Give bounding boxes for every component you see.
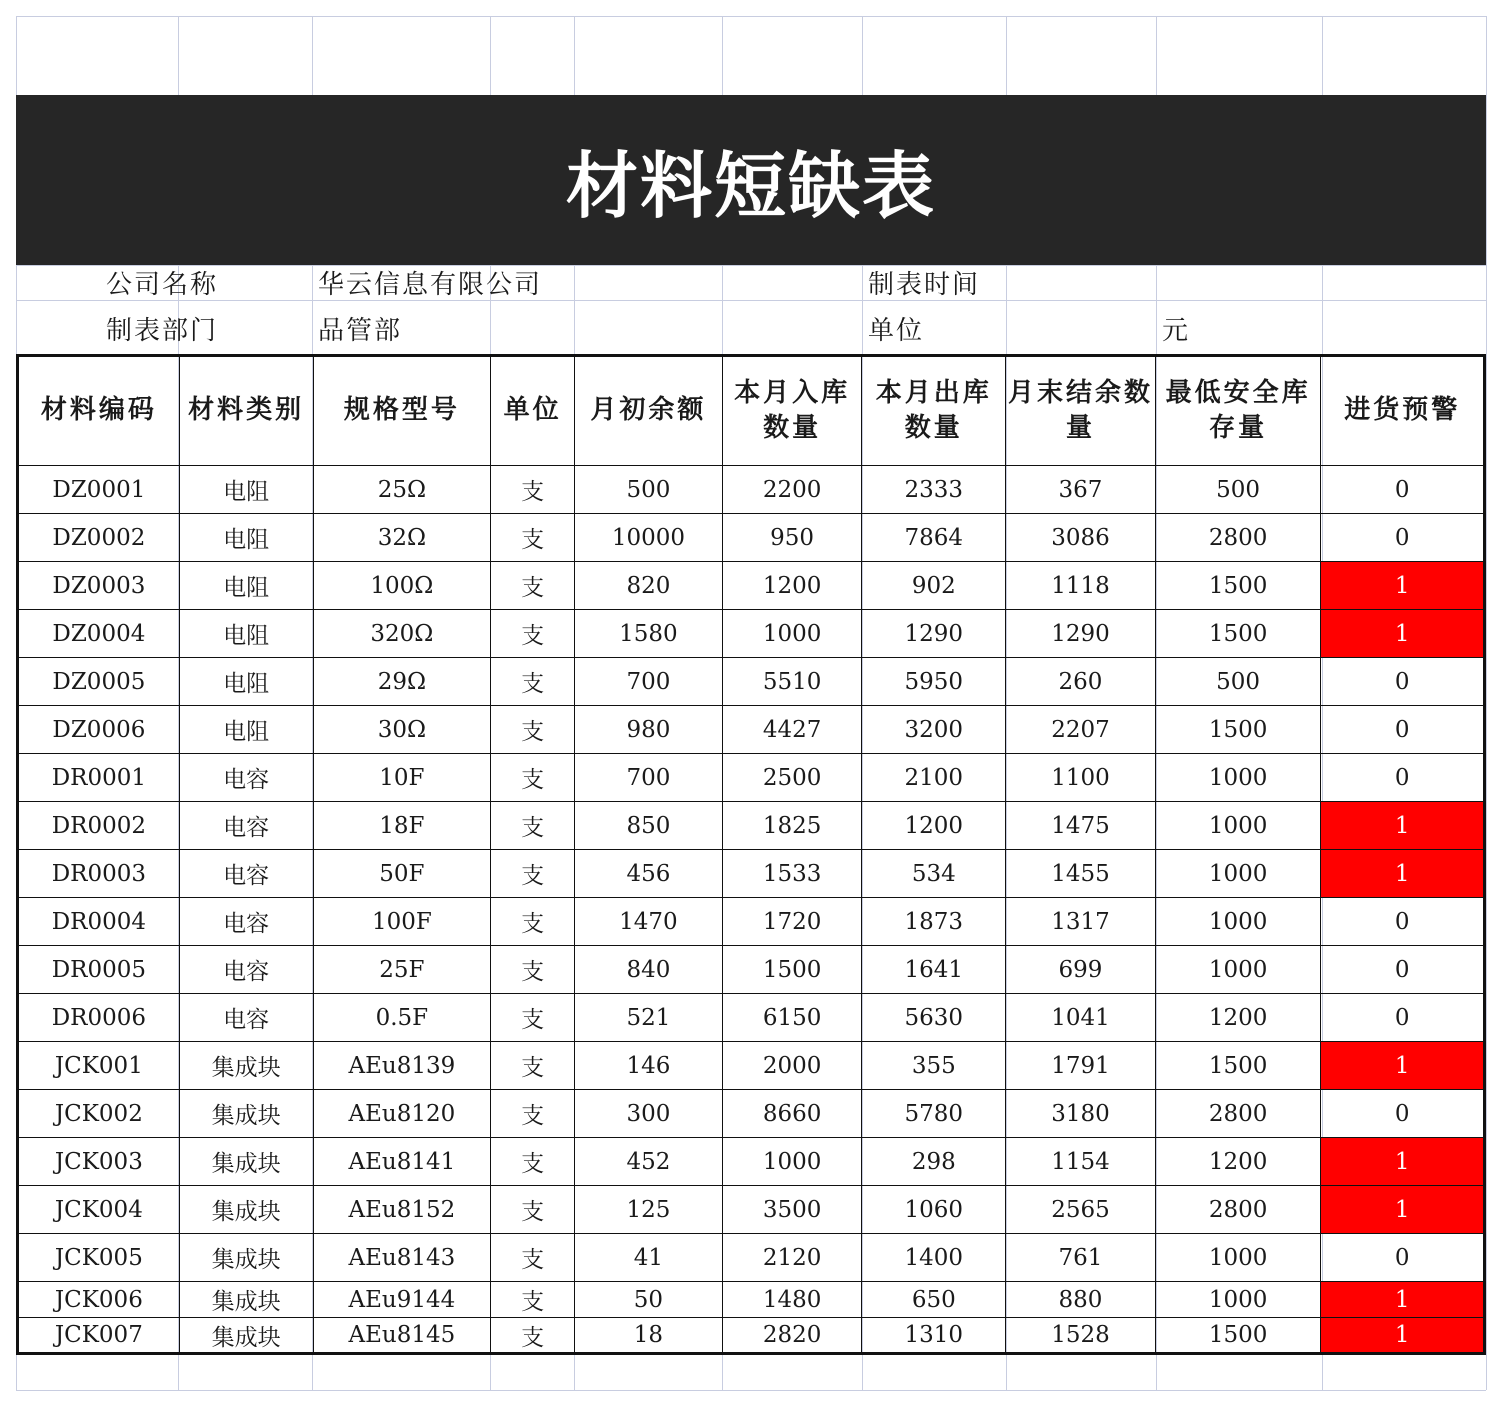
cell-inbound-qty[interactable]: 2500 bbox=[722, 754, 862, 802]
cell-min-safety-stock[interactable]: 1000 bbox=[1155, 1282, 1321, 1318]
cell-opening-balance[interactable]: 50 bbox=[575, 1282, 723, 1318]
sheet-title: 材料短缺表 bbox=[565, 144, 936, 228]
table-row bbox=[18, 994, 1485, 1042]
cell-unit[interactable]: 支 bbox=[491, 562, 575, 610]
cell-unit[interactable]: 支 bbox=[491, 1186, 575, 1234]
cell-material-category[interactable]: 电阻 bbox=[179, 466, 313, 514]
report-time-label[interactable]: 制表时间 bbox=[868, 270, 981, 300]
cell-spec-model[interactable]: 320Ω bbox=[313, 610, 491, 658]
cell-closing-qty[interactable]: 880 bbox=[1006, 1282, 1156, 1318]
cell-outbound-qty[interactable]: 902 bbox=[862, 562, 1006, 610]
cell-purchase-warning[interactable]: 0 bbox=[1321, 946, 1485, 994]
header-purchase-warning[interactable]: 进货预警 bbox=[1321, 356, 1485, 466]
cell-purchase-warning[interactable]: 0 bbox=[1321, 658, 1485, 706]
cell-spec-model[interactable]: AEu8139 bbox=[313, 1042, 491, 1090]
cell-spec-model[interactable]: AEu8145 bbox=[313, 1318, 491, 1354]
cell-spec-model[interactable]: 29Ω bbox=[313, 658, 491, 706]
cell-spec-model[interactable]: 10F bbox=[313, 754, 491, 802]
cell-purchase-warning[interactable]: 0 bbox=[1321, 706, 1485, 754]
cell-spec-model[interactable]: AEu8143 bbox=[313, 1234, 491, 1282]
cell-purchase-warning[interactable]: 1 bbox=[1321, 1282, 1485, 1318]
cell-purchase-warning[interactable]: 0 bbox=[1321, 1090, 1485, 1138]
cell-material-code[interactable]: DR0003 bbox=[18, 850, 180, 898]
header-material-code[interactable]: 材料编码 bbox=[18, 356, 180, 466]
table-row bbox=[18, 1318, 1485, 1354]
cell-unit[interactable]: 支 bbox=[491, 946, 575, 994]
cell-spec-model[interactable]: AEu8141 bbox=[313, 1138, 491, 1186]
cell-outbound-qty[interactable]: 355 bbox=[862, 1042, 1006, 1090]
table-row bbox=[18, 802, 1485, 850]
cell-unit[interactable]: 支 bbox=[491, 514, 575, 562]
header-inbound-qty[interactable]: 本月入库数量 bbox=[722, 356, 862, 466]
cell-inbound-qty[interactable]: 950 bbox=[722, 514, 862, 562]
cell-closing-qty[interactable]: 761 bbox=[1006, 1234, 1156, 1282]
cell-material-code[interactable]: DZ0001 bbox=[18, 466, 180, 514]
cell-inbound-qty[interactable]: 6150 bbox=[722, 994, 862, 1042]
table-row bbox=[18, 706, 1485, 754]
cell-opening-balance[interactable]: 456 bbox=[575, 850, 723, 898]
cell-opening-balance[interactable]: 18 bbox=[575, 1318, 723, 1354]
cell-outbound-qty[interactable]: 298 bbox=[862, 1138, 1006, 1186]
table-row bbox=[18, 850, 1485, 898]
cell-min-safety-stock[interactable]: 1200 bbox=[1155, 1138, 1321, 1186]
cell-material-category[interactable]: 电容 bbox=[179, 898, 313, 946]
cell-material-code[interactable]: DR0005 bbox=[18, 946, 180, 994]
cell-min-safety-stock[interactable]: 1500 bbox=[1155, 562, 1321, 610]
cell-unit[interactable]: 支 bbox=[491, 658, 575, 706]
cell-inbound-qty[interactable]: 2200 bbox=[722, 466, 862, 514]
cell-material-code[interactable]: DZ0006 bbox=[18, 706, 180, 754]
table-row bbox=[18, 562, 1485, 610]
cell-opening-balance[interactable]: 500 bbox=[575, 466, 723, 514]
cell-purchase-warning[interactable]: 1 bbox=[1321, 1186, 1485, 1234]
cell-material-category[interactable]: 电阻 bbox=[179, 610, 313, 658]
cell-inbound-qty[interactable]: 1200 bbox=[722, 562, 862, 610]
cell-unit[interactable]: 支 bbox=[491, 610, 575, 658]
spreadsheet-sheet bbox=[16, 16, 1486, 1390]
cell-inbound-qty[interactable]: 4427 bbox=[722, 706, 862, 754]
cell-opening-balance[interactable]: 10000 bbox=[575, 514, 723, 562]
cell-material-code[interactable]: JCK004 bbox=[18, 1186, 180, 1234]
cell-spec-model[interactable]: AEu8152 bbox=[313, 1186, 491, 1234]
table-row bbox=[18, 1234, 1485, 1282]
cell-unit[interactable]: 支 bbox=[491, 1318, 575, 1354]
cell-closing-qty[interactable]: 1154 bbox=[1006, 1138, 1156, 1186]
grid-hline bbox=[16, 265, 1486, 266]
cell-material-code[interactable]: DR0001 bbox=[18, 754, 180, 802]
cell-material-code[interactable]: JCK001 bbox=[18, 1042, 180, 1090]
cell-outbound-qty[interactable]: 1290 bbox=[862, 610, 1006, 658]
table-row bbox=[18, 898, 1485, 946]
cell-closing-qty[interactable]: 260 bbox=[1006, 658, 1156, 706]
header-outbound-qty[interactable]: 本月出库数量 bbox=[862, 356, 1006, 466]
header-row bbox=[18, 356, 1485, 466]
header-material-category[interactable]: 材料类别 bbox=[179, 356, 313, 466]
cell-outbound-qty[interactable]: 5780 bbox=[862, 1090, 1006, 1138]
cell-inbound-qty[interactable]: 5510 bbox=[722, 658, 862, 706]
cell-spec-model[interactable]: 0.5F bbox=[313, 994, 491, 1042]
cell-material-category[interactable]: 电容 bbox=[179, 802, 313, 850]
cell-material-code[interactable]: DR0004 bbox=[18, 898, 180, 946]
cell-outbound-qty[interactable]: 1873 bbox=[862, 898, 1006, 946]
cell-spec-model[interactable]: 50F bbox=[313, 850, 491, 898]
cell-min-safety-stock[interactable]: 1500 bbox=[1155, 610, 1321, 658]
cell-spec-model[interactable]: 25Ω bbox=[313, 466, 491, 514]
cell-outbound-qty[interactable]: 1060 bbox=[862, 1186, 1006, 1234]
table-row bbox=[18, 1090, 1485, 1138]
cell-closing-qty[interactable]: 1100 bbox=[1006, 754, 1156, 802]
cell-purchase-warning[interactable]: 1 bbox=[1321, 562, 1485, 610]
cell-purchase-warning[interactable]: 1 bbox=[1321, 1318, 1485, 1354]
cell-material-code[interactable]: DR0006 bbox=[18, 994, 180, 1042]
cell-purchase-warning[interactable]: 0 bbox=[1321, 994, 1485, 1042]
header-unit[interactable]: 单位 bbox=[491, 356, 575, 466]
table-row bbox=[18, 754, 1485, 802]
cell-material-code[interactable]: JCK003 bbox=[18, 1138, 180, 1186]
table-row bbox=[18, 1186, 1485, 1234]
cell-material-category[interactable]: 集成块 bbox=[179, 1234, 313, 1282]
cell-outbound-qty[interactable]: 534 bbox=[862, 850, 1006, 898]
cell-unit[interactable]: 支 bbox=[491, 466, 575, 514]
department-label[interactable]: 制表部门 bbox=[106, 316, 219, 346]
cell-closing-qty[interactable]: 3086 bbox=[1006, 514, 1156, 562]
cell-inbound-qty[interactable]: 1480 bbox=[722, 1282, 862, 1318]
cell-inbound-qty[interactable]: 1000 bbox=[722, 610, 862, 658]
cell-material-code[interactable]: DZ0002 bbox=[18, 514, 180, 562]
table-row bbox=[18, 1138, 1485, 1186]
cell-material-category[interactable]: 电容 bbox=[179, 754, 313, 802]
department-value[interactable]: 品管部 bbox=[318, 316, 403, 346]
cell-material-code[interactable]: DZ0003 bbox=[18, 562, 180, 610]
cell-material-category[interactable]: 集成块 bbox=[179, 1318, 313, 1354]
cell-material-category[interactable]: 集成块 bbox=[179, 1186, 313, 1234]
cell-outbound-qty[interactable]: 7864 bbox=[862, 514, 1006, 562]
cell-outbound-qty[interactable]: 1641 bbox=[862, 946, 1006, 994]
cell-closing-qty[interactable]: 1455 bbox=[1006, 850, 1156, 898]
company-name-value[interactable]: 华云信息有限公司 bbox=[318, 270, 543, 300]
cell-opening-balance[interactable]: 300 bbox=[575, 1090, 723, 1138]
unit-label[interactable]: 单位 bbox=[868, 316, 925, 346]
cell-spec-model[interactable]: AEu8120 bbox=[313, 1090, 491, 1138]
cell-unit[interactable]: 支 bbox=[491, 994, 575, 1042]
cell-unit[interactable]: 支 bbox=[491, 1138, 575, 1186]
cell-outbound-qty[interactable]: 5950 bbox=[862, 658, 1006, 706]
cell-material-category[interactable]: 集成块 bbox=[179, 1282, 313, 1318]
cell-outbound-qty[interactable]: 2100 bbox=[862, 754, 1006, 802]
cell-material-code[interactable]: DZ0005 bbox=[18, 658, 180, 706]
cell-opening-balance[interactable]: 41 bbox=[575, 1234, 723, 1282]
cell-inbound-qty[interactable]: 2000 bbox=[722, 1042, 862, 1090]
cell-outbound-qty[interactable]: 1310 bbox=[862, 1318, 1006, 1354]
cell-inbound-qty[interactable]: 8660 bbox=[722, 1090, 862, 1138]
cell-purchase-warning[interactable]: 0 bbox=[1321, 754, 1485, 802]
cell-spec-model[interactable]: 30Ω bbox=[313, 706, 491, 754]
cell-inbound-qty[interactable]: 2820 bbox=[722, 1318, 862, 1354]
title-banner[interactable] bbox=[16, 95, 1486, 265]
cell-opening-balance[interactable]: 452 bbox=[575, 1138, 723, 1186]
cell-inbound-qty[interactable]: 1500 bbox=[722, 946, 862, 994]
cell-min-safety-stock[interactable]: 2800 bbox=[1155, 1186, 1321, 1234]
cell-inbound-qty[interactable]: 1720 bbox=[722, 898, 862, 946]
cell-purchase-warning[interactable]: 0 bbox=[1321, 514, 1485, 562]
cell-outbound-qty[interactable]: 3200 bbox=[862, 706, 1006, 754]
cell-opening-balance[interactable]: 700 bbox=[575, 658, 723, 706]
cell-closing-qty[interactable]: 1041 bbox=[1006, 994, 1156, 1042]
grid-hline bbox=[16, 1390, 1486, 1391]
cell-purchase-warning[interactable]: 1 bbox=[1321, 802, 1485, 850]
grid-hline bbox=[16, 300, 1486, 301]
table-row bbox=[18, 466, 1485, 514]
cell-unit[interactable]: 支 bbox=[491, 706, 575, 754]
cell-opening-balance[interactable]: 850 bbox=[575, 802, 723, 850]
header-opening-balance[interactable]: 月初余额 bbox=[575, 356, 723, 466]
cell-material-code[interactable]: DZ0004 bbox=[18, 610, 180, 658]
cell-closing-qty[interactable]: 699 bbox=[1006, 946, 1156, 994]
cell-purchase-warning[interactable]: 0 bbox=[1321, 898, 1485, 946]
cell-purchase-warning[interactable]: 0 bbox=[1321, 466, 1485, 514]
cell-spec-model[interactable]: 100Ω bbox=[313, 562, 491, 610]
cell-closing-qty[interactable]: 1118 bbox=[1006, 562, 1156, 610]
cell-unit[interactable]: 支 bbox=[491, 1234, 575, 1282]
cell-material-category[interactable]: 电阻 bbox=[179, 706, 313, 754]
cell-unit[interactable]: 支 bbox=[491, 802, 575, 850]
cell-min-safety-stock[interactable]: 1000 bbox=[1155, 946, 1321, 994]
cell-min-safety-stock[interactable]: 1000 bbox=[1155, 1234, 1321, 1282]
header-min-safety-stock[interactable]: 最低安全库存量 bbox=[1155, 356, 1321, 466]
cell-material-category[interactable]: 集成块 bbox=[179, 1138, 313, 1186]
cell-closing-qty[interactable]: 1791 bbox=[1006, 1042, 1156, 1090]
header-spec-model[interactable]: 规格型号 bbox=[313, 356, 491, 466]
cell-material-code[interactable]: JCK002 bbox=[18, 1090, 180, 1138]
cell-min-safety-stock[interactable]: 1200 bbox=[1155, 994, 1321, 1042]
cell-inbound-qty[interactable]: 1825 bbox=[722, 802, 862, 850]
cell-min-safety-stock[interactable]: 1000 bbox=[1155, 754, 1321, 802]
cell-purchase-warning[interactable]: 1 bbox=[1321, 610, 1485, 658]
cell-min-safety-stock[interactable]: 1000 bbox=[1155, 802, 1321, 850]
cell-closing-qty[interactable]: 1290 bbox=[1006, 610, 1156, 658]
cell-unit[interactable]: 支 bbox=[491, 898, 575, 946]
cell-outbound-qty[interactable]: 2333 bbox=[862, 466, 1006, 514]
cell-material-category[interactable]: 电阻 bbox=[179, 658, 313, 706]
cell-material-code[interactable]: JCK007 bbox=[18, 1318, 180, 1354]
cell-min-safety-stock[interactable]: 1000 bbox=[1155, 850, 1321, 898]
cell-material-code[interactable]: JCK005 bbox=[18, 1234, 180, 1282]
cell-opening-balance[interactable]: 521 bbox=[575, 994, 723, 1042]
cell-outbound-qty[interactable]: 5630 bbox=[862, 994, 1006, 1042]
cell-inbound-qty[interactable]: 1533 bbox=[722, 850, 862, 898]
cell-spec-model[interactable]: AEu9144 bbox=[313, 1282, 491, 1318]
cell-min-safety-stock[interactable]: 1500 bbox=[1155, 1318, 1321, 1354]
cell-spec-model[interactable]: 100F bbox=[313, 898, 491, 946]
cell-unit[interactable]: 支 bbox=[491, 1090, 575, 1138]
cell-opening-balance[interactable]: 125 bbox=[575, 1186, 723, 1234]
cell-closing-qty[interactable]: 1528 bbox=[1006, 1318, 1156, 1354]
cell-spec-model[interactable]: 18F bbox=[313, 802, 491, 850]
cell-opening-balance[interactable]: 980 bbox=[575, 706, 723, 754]
cell-closing-qty[interactable]: 2565 bbox=[1006, 1186, 1156, 1234]
cell-purchase-warning[interactable]: 1 bbox=[1321, 850, 1485, 898]
cell-opening-balance[interactable]: 840 bbox=[575, 946, 723, 994]
cell-inbound-qty[interactable]: 2120 bbox=[722, 1234, 862, 1282]
table-row bbox=[18, 946, 1485, 994]
cell-spec-model[interactable]: 25F bbox=[313, 946, 491, 994]
cell-outbound-qty[interactable]: 1400 bbox=[862, 1234, 1006, 1282]
table-row bbox=[18, 514, 1485, 562]
cell-material-category[interactable]: 集成块 bbox=[179, 1090, 313, 1138]
cell-material-code[interactable]: JCK006 bbox=[18, 1282, 180, 1318]
cell-opening-balance[interactable]: 146 bbox=[575, 1042, 723, 1090]
cell-min-safety-stock[interactable]: 500 bbox=[1155, 658, 1321, 706]
cell-opening-balance[interactable]: 700 bbox=[575, 754, 723, 802]
cell-closing-qty[interactable]: 1475 bbox=[1006, 802, 1156, 850]
cell-material-category[interactable]: 电容 bbox=[179, 850, 313, 898]
cell-material-category[interactable]: 电阻 bbox=[179, 562, 313, 610]
table-row bbox=[18, 658, 1485, 706]
unit-value[interactable]: 元 bbox=[1162, 316, 1191, 346]
table-row bbox=[18, 1042, 1485, 1090]
cell-opening-balance[interactable]: 1470 bbox=[575, 898, 723, 946]
cell-unit[interactable]: 支 bbox=[491, 1042, 575, 1090]
table-row bbox=[18, 610, 1485, 658]
header-closing-qty[interactable]: 月末结余数量 bbox=[1006, 356, 1156, 466]
cell-min-safety-stock[interactable]: 500 bbox=[1155, 466, 1321, 514]
cell-unit[interactable]: 支 bbox=[491, 754, 575, 802]
cell-closing-qty[interactable]: 367 bbox=[1006, 466, 1156, 514]
cell-min-safety-stock[interactable]: 1000 bbox=[1155, 898, 1321, 946]
cell-material-category[interactable]: 电容 bbox=[179, 946, 313, 994]
cell-outbound-qty[interactable]: 650 bbox=[862, 1282, 1006, 1318]
grid-hline bbox=[16, 16, 1486, 17]
cell-material-category[interactable]: 电阻 bbox=[179, 514, 313, 562]
cell-min-safety-stock[interactable]: 2800 bbox=[1155, 514, 1321, 562]
cell-closing-qty[interactable]: 2207 bbox=[1006, 706, 1156, 754]
cell-outbound-qty[interactable]: 1200 bbox=[862, 802, 1006, 850]
cell-closing-qty[interactable]: 3180 bbox=[1006, 1090, 1156, 1138]
cell-spec-model[interactable]: 32Ω bbox=[313, 514, 491, 562]
cell-min-safety-stock[interactable]: 2800 bbox=[1155, 1090, 1321, 1138]
cell-opening-balance[interactable]: 820 bbox=[575, 562, 723, 610]
cell-purchase-warning[interactable]: 0 bbox=[1321, 1234, 1485, 1282]
cell-inbound-qty[interactable]: 1000 bbox=[722, 1138, 862, 1186]
table-row bbox=[18, 1282, 1485, 1318]
cell-closing-qty[interactable]: 1317 bbox=[1006, 898, 1156, 946]
cell-purchase-warning[interactable]: 1 bbox=[1321, 1138, 1485, 1186]
cell-min-safety-stock[interactable]: 1500 bbox=[1155, 1042, 1321, 1090]
shortage-table bbox=[16, 354, 1486, 1355]
cell-purchase-warning[interactable]: 1 bbox=[1321, 1042, 1485, 1090]
grid-vline bbox=[1486, 16, 1487, 1390]
cell-opening-balance[interactable]: 1580 bbox=[575, 610, 723, 658]
cell-min-safety-stock[interactable]: 1500 bbox=[1155, 706, 1321, 754]
cell-material-category[interactable]: 集成块 bbox=[179, 1042, 313, 1090]
cell-unit[interactable]: 支 bbox=[491, 1282, 575, 1318]
company-name-label[interactable]: 公司名称 bbox=[106, 270, 219, 300]
cell-inbound-qty[interactable]: 3500 bbox=[722, 1186, 862, 1234]
cell-material-category[interactable]: 电容 bbox=[179, 994, 313, 1042]
cell-material-code[interactable]: DR0002 bbox=[18, 802, 180, 850]
cell-unit[interactable]: 支 bbox=[491, 850, 575, 898]
